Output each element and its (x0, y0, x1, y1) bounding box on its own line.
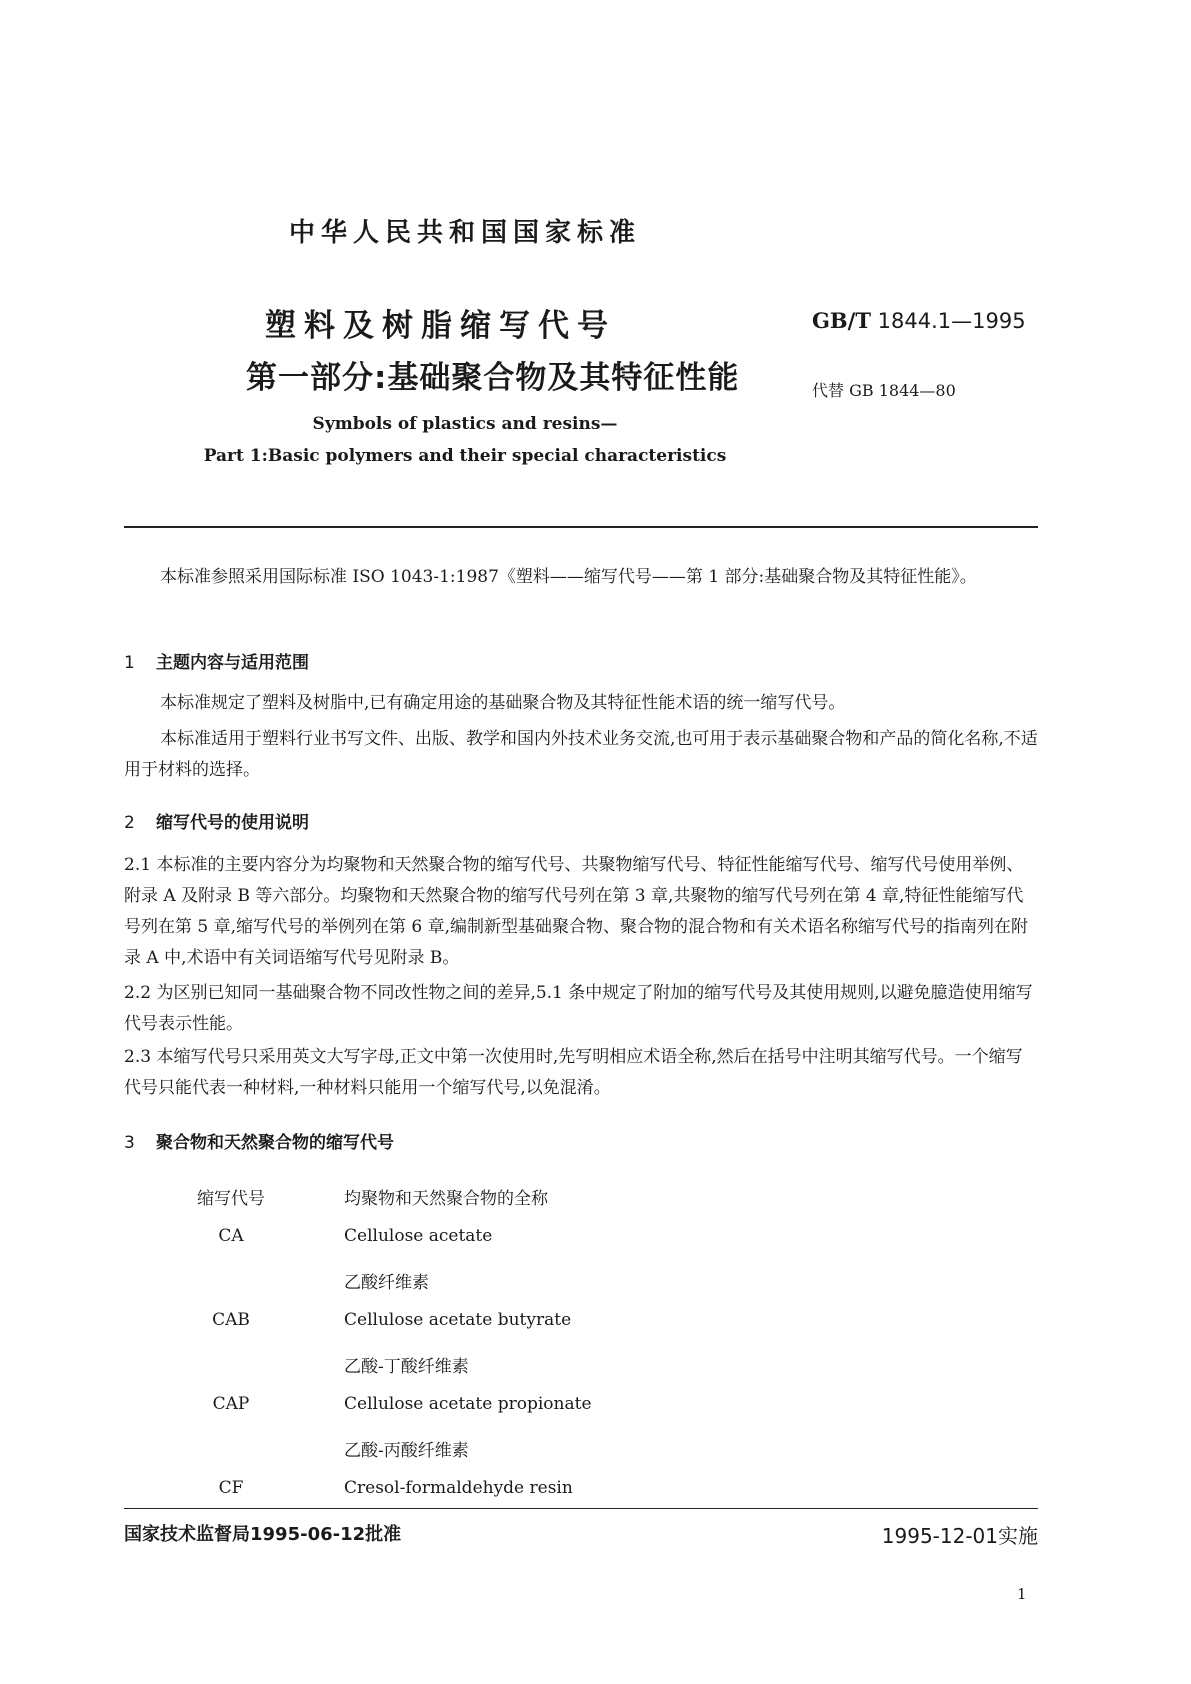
header-divider (124, 526, 1038, 528)
section-number: 1 (124, 653, 135, 673)
table-row-code: CAB (212, 1310, 250, 1330)
standard-title-en-line1: Symbols of plastics and resins— (312, 414, 618, 434)
standard-title-en-line2: Part 1:Basic polymers and their special characteristics (203, 446, 727, 466)
table-row-name-en: Cellulose acetate butyrate (344, 1310, 572, 1330)
replaces-note: 代替 GB 1844—80 (812, 381, 956, 400)
table-row-name-en: Cellulose acetate (344, 1226, 493, 1246)
section-2-heading (124, 808, 309, 833)
table-row-name-cn: 乙酸纤维素 (344, 1273, 429, 1293)
footer-divider (124, 1508, 1038, 1509)
table-header-name: 均聚物和天然聚合物的全称 (344, 1189, 548, 1209)
table-row-name-en: Cellulose acetate propionate (344, 1394, 592, 1414)
clause-2-3: 2.3 本缩写代号只采用英文大写字母,正文中第一次使用时,先写明相应术语全称,然后在括号中注明其缩写代号。一个缩写代号只能代表一种材料,一种材料只能用一个缩写代号,以免混淆。 (124, 1047, 1023, 1098)
table-row-code: CA (218, 1226, 244, 1246)
section-number: 2 (124, 813, 135, 833)
section-1-paragraph-1: 本标准规定了塑料及树脂中,已有确定用途的基础聚合物及其特征性能术语的统一缩写代号。 (160, 693, 846, 713)
table-header-code: 缩写代号 (197, 1189, 265, 1209)
table-row-name-en: Cresol-formaldehyde resin (344, 1478, 573, 1498)
section-number: 3 (124, 1133, 135, 1153)
standard-code: 1844.1—1995 (877, 309, 1026, 333)
national-standard-title: 中华人民共和国国家标准 (288, 218, 641, 248)
standard-prefix: GB/T (812, 308, 871, 333)
section-title: 缩写代号的使用说明 (156, 813, 309, 833)
clause-2-1: 2.1 本标准的主要内容分为均聚物和天然聚合物的缩写代号、共聚物缩写代号、特征性能缩写代号、缩写代号使用举例、附录 A 及附录 B 等六部分。均聚物和天然聚合物的缩写代号列在第 3 章,共聚物的缩写代号列在第 4 章,特征性能缩写代号列在第 5 章,缩写代号的举例列在第 6 章,编制新型基础聚合物、聚合物的混合物和有关术语名称缩写代号的指南列在附录 A 中,术语中有关词语缩写代号见附录 B。 (124, 855, 1029, 968)
section-1-paragraph-2: 本标准适用于塑料行业书写文件、出版、教学和国内外技术业务交流,也可用于表示基础聚合物和产品的简化名称,不适用于材料的选择。 (124, 729, 1038, 780)
table-row-name-cn: 乙酸-丁酸纤维素 (344, 1357, 469, 1377)
section-1-heading (124, 648, 309, 673)
table-row-code: CF (218, 1478, 244, 1498)
table-row-code: CAP (212, 1394, 250, 1414)
table-row-name-cn: 乙酸-丙酸纤维素 (344, 1441, 469, 1461)
standard-title-cn-line2: 第一部分:基础聚合物及其特征性能 (246, 360, 740, 396)
clause-2-2: 2.2 为区别已知同一基础聚合物不同改性物之间的差异,5.1 条中规定了附加的缩写代号及其使用规则,以避免臆造使用缩写代号表示性能。 (124, 983, 1033, 1034)
effective-date: 1995-12-01实施 (881, 1524, 1038, 1548)
section-title: 主题内容与适用范围 (156, 653, 309, 673)
section-3-heading (124, 1128, 394, 1153)
intro-paragraph: 本标准参照采用国际标准 ISO 1043-1:1987《塑料——缩写代号——第 1 部分:基础聚合物及其特征性能》。 (160, 567, 977, 587)
page-number: 1 (1017, 1585, 1027, 1603)
standard-number (812, 308, 1026, 333)
section-title: 聚合物和天然聚合物的缩写代号 (156, 1133, 394, 1153)
standard-title-cn-line1: 塑料及树脂缩写代号 (265, 308, 616, 344)
approval-date: 国家技术监督局1995-06-12批准 (124, 1524, 402, 1545)
